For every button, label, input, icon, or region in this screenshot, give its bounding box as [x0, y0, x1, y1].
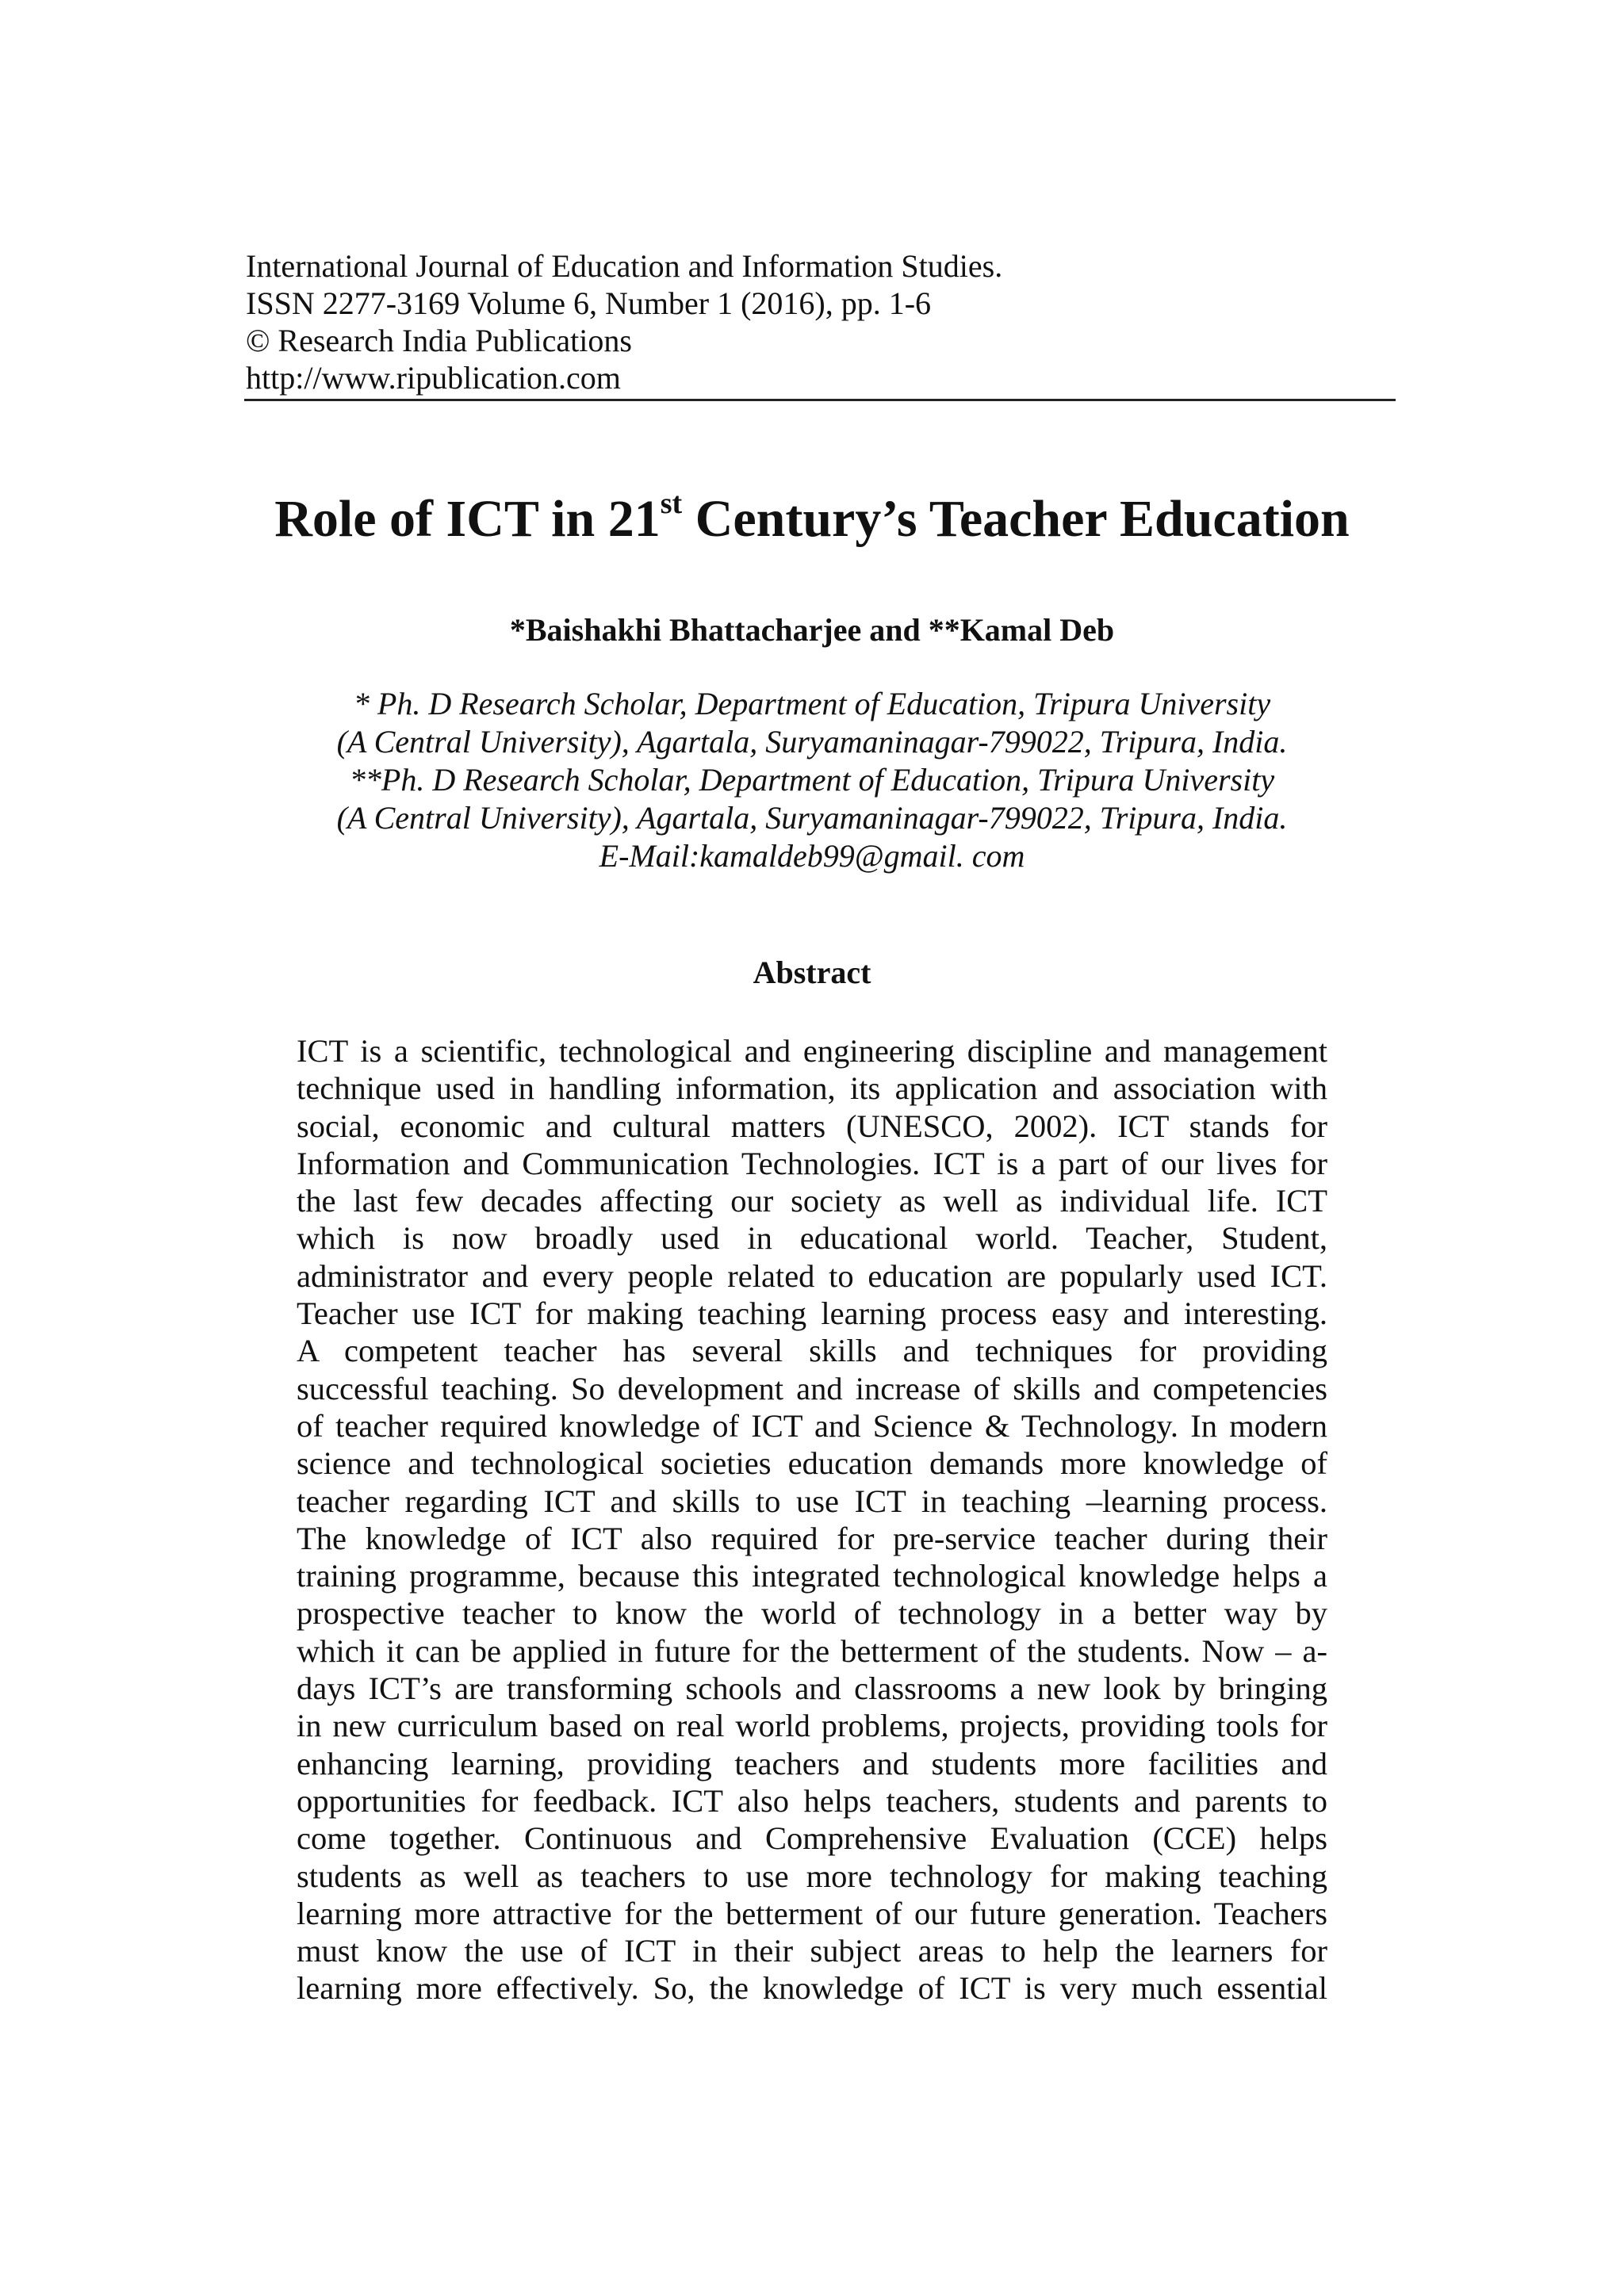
- abstract-line: ICT is a scientific, technological and engineering discipline and management: [297, 1033, 1327, 1069]
- abstract-line: learning more effectively. So, the knowledge of ICT is very much essential: [297, 1970, 1327, 2007]
- abstract-line: enhancing learning, providing teachers and students more facilities and: [297, 1745, 1327, 1781]
- abstract-line: opportunities for feedback. ICT also helps teachers, students and parents to: [297, 1782, 1327, 1819]
- author-affiliations: [238, 685, 1386, 875]
- abstract-line: learning more attractive for the betterment of our future generation. Teachers: [297, 1895, 1327, 1931]
- abstract-line: which is now broadly used in educational world. Teacher, Student,: [297, 1220, 1327, 1257]
- abstract-line: which it can be applied in future for the betterment of the students. Now – a-: [297, 1632, 1327, 1669]
- abstract-line: prospective teacher to know the world of technology in a better way by: [297, 1595, 1327, 1632]
- abstract-line: administrator and every people related to education are popularly used ICT.: [297, 1257, 1327, 1294]
- journal-url: http://www.ripublication.com: [246, 360, 621, 396]
- author-email: E-Mail:kamaldeb99@gmail. com: [599, 838, 1025, 874]
- abstract-line: Information and Communication Technologies. ICT is a part of our lives for: [297, 1145, 1327, 1181]
- abstract-line: come together. Continuous and Comprehensive Evaluation (CCE) helps: [297, 1820, 1327, 1857]
- affiliation-line: (A Central University), Agartala, Suryamaninagar-799022, Tripura, India.: [336, 800, 1288, 836]
- title-main: Role of ICT in 21: [274, 490, 661, 548]
- affiliation-line: * Ph. D Research Scholar, Department of Education, Tripura University: [353, 686, 1271, 721]
- abstract-line: of teacher required knowledge of ICT and Science & Technology. In modern: [297, 1407, 1327, 1444]
- abstract-line: in new curriculum based on real world problems, projects, providing tools for: [297, 1708, 1327, 1744]
- abstract-body: [297, 1032, 1327, 2007]
- abstract-line: A competent teacher has several skills and techniques for providing: [297, 1333, 1327, 1369]
- abstract-line: Teacher use ICT for making teaching learning process easy and interesting.: [297, 1295, 1327, 1332]
- abstract-line: The knowledge of ICT also required for pre-service teacher during their: [297, 1520, 1327, 1556]
- affiliation-line: (A Central University), Agartala, Suryamaninagar-799022, Tripura, India.: [336, 724, 1288, 760]
- abstract-line: teacher regarding ICT and skills to use ICT in teaching –learning process.: [297, 1483, 1327, 1519]
- affiliation-line: **Ph. D Research Scholar, Department of Education, Tripura University: [349, 762, 1275, 798]
- journal-header: [246, 247, 1396, 396]
- journal-publisher: © Research India Publications: [246, 323, 632, 358]
- title-rest: Century’s Teacher Education: [682, 490, 1350, 548]
- title-superscript: st: [660, 487, 683, 520]
- abstract-line: must know the use of ICT in their subject areas to help the learners for: [297, 1933, 1327, 1969]
- abstract-heading: Abstract: [753, 955, 871, 990]
- abstract-line: the last few decades affecting our society as well as individual life. ICT: [297, 1183, 1327, 1219]
- abstract-line: training programme, because this integrated technological knowledge helps a: [297, 1558, 1327, 1594]
- abstract-line: students as well as teachers to use more technology for making teaching: [297, 1858, 1327, 1894]
- abstract-line: social, economic and cultural matters (UNESCO, 2002). ICT stands for: [297, 1108, 1327, 1144]
- header-divider: [244, 399, 1396, 401]
- abstract-line: successful teaching. So development and increase of skills and competencies: [297, 1370, 1327, 1406]
- paper-title: [0, 473, 1624, 555]
- journal-issn: ISSN 2277-3169 Volume 6, Number 1 (2016), pp. 1-6: [246, 285, 932, 321]
- journal-name: International Journal of Education and Information Studies.: [246, 248, 1003, 284]
- author-list: *Baishakhi Bhattacharjee and **Kamal Deb: [509, 612, 1115, 648]
- abstract-line: technique used in handling information, its application and association with: [297, 1070, 1327, 1107]
- abstract-line: days ICT’s are transforming schools and classrooms a new look by bringing: [297, 1670, 1327, 1707]
- abstract-line: science and technological societies education demands more knowledge of: [297, 1445, 1327, 1482]
